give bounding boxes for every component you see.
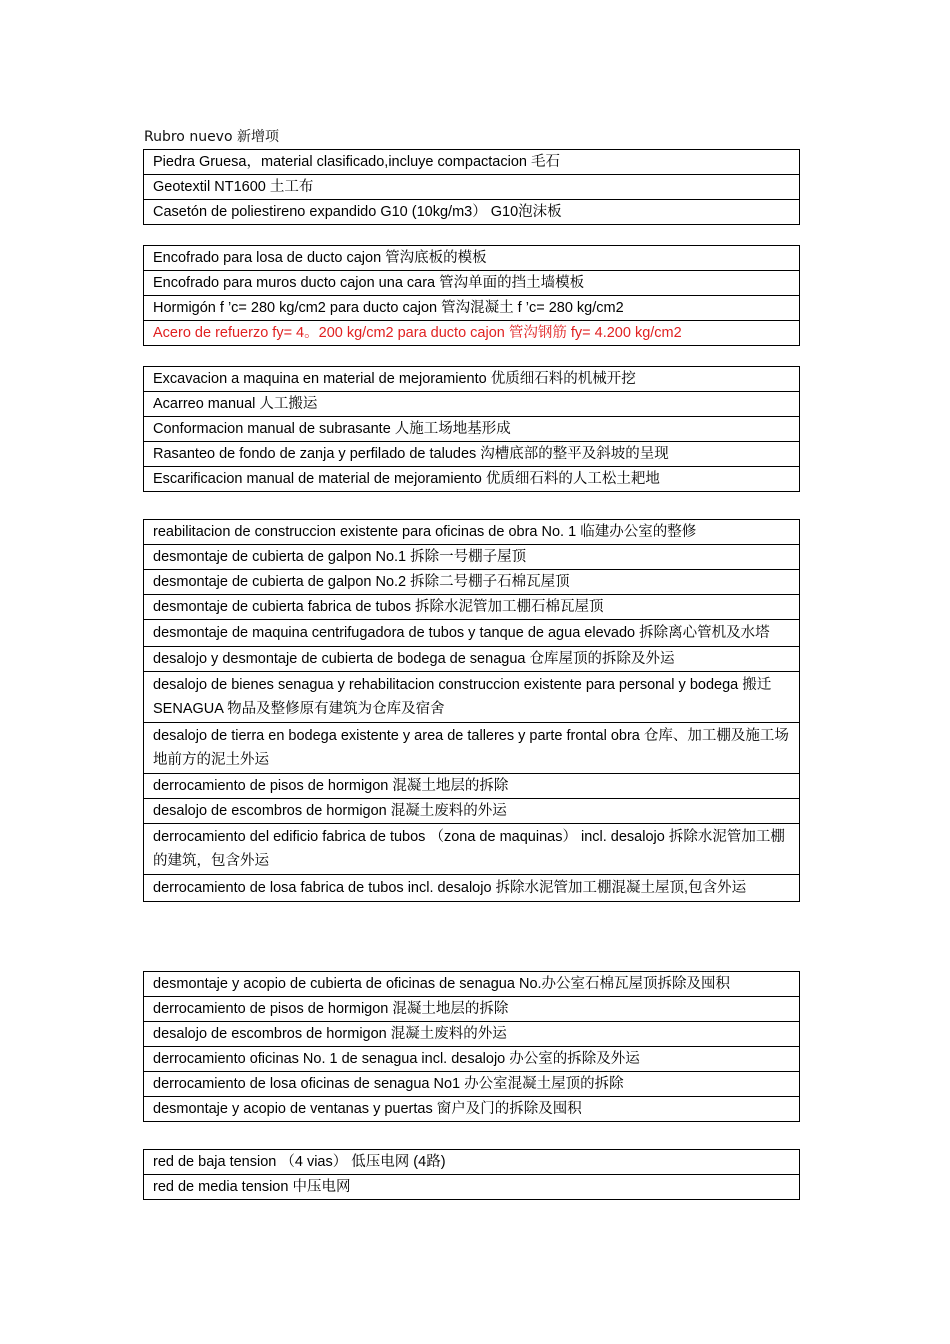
table-row <box>144 1150 800 1175</box>
table-cell: Acarreo manual 人工搬运 <box>144 392 800 417</box>
table-row <box>144 246 800 271</box>
table-cell: derrocamiento de pisos de hormigon 混凝土地层的拆除 <box>144 997 800 1022</box>
table-row <box>144 570 800 595</box>
table-row <box>144 150 800 175</box>
table-cell: derrocamiento del edificio fabrica de tubos （zona de maquinas） incl. desalojo 拆除水泥管加工棚的建筑，包含外运 <box>144 824 800 875</box>
table-cell: Encofrado para losa de ducto cajon 管沟底板的模板 <box>144 246 800 271</box>
table-cell: desalojo de tierra en bodega existente y area de talleres y parte frontal obra 仓库、加工棚及施工场地前方的泥土外运 <box>144 723 800 774</box>
table-cell: derrocamiento de losa oficinas de senagua No1 办公室混凝土屋顶的拆除 <box>144 1072 800 1097</box>
table-cell: Escarificacion manual de material de mejoramiento 优质细石料的人工松土耙地 <box>144 467 800 492</box>
table-row <box>144 723 800 774</box>
table-row <box>144 442 800 467</box>
table-row <box>144 175 800 200</box>
table-row <box>144 774 800 799</box>
section-heading: Rubro nuevo 新增项 <box>144 129 279 145</box>
excavation-table <box>143 366 800 492</box>
table-row-highlighted <box>144 321 800 346</box>
ducto-cajon-table <box>143 245 800 346</box>
table-cell: red de baja tension （4 vias） 低压电网 (4路) <box>144 1150 800 1175</box>
table-cell: desalojo de bienes senagua y rehabilitacion construccion existente para personal y bodega 搬迁 SENAGUA 物品及整修原有建筑为仓库及宿舍 <box>144 672 800 723</box>
table-cell: red de media tension 中压电网 <box>144 1175 800 1200</box>
table-row <box>144 972 800 997</box>
table-row <box>144 647 800 672</box>
table-cell: Piedra Gruesa，material clasificado,incluye compactacion 毛石 <box>144 150 800 175</box>
table-row <box>144 367 800 392</box>
table-row <box>144 392 800 417</box>
table-row <box>144 467 800 492</box>
table-row <box>144 1022 800 1047</box>
table-cell: desmontaje de maquina centrifugadora de tubos y tanque de agua elevado 拆除离心管机及水塔 <box>144 620 800 647</box>
table-row <box>144 799 800 824</box>
table-row <box>144 1047 800 1072</box>
table-cell: Conformacion manual de subrasante 人施工场地基形成 <box>144 417 800 442</box>
table-cell: desalojo de escombros de hormigon 混凝土废料的外运 <box>144 799 800 824</box>
table-row <box>144 875 800 902</box>
table-row <box>144 271 800 296</box>
table-cell: desmontaje de cubierta fabrica de tubos 拆除水泥管加工棚石棉瓦屋顶 <box>144 595 800 620</box>
demolition-table <box>143 519 800 902</box>
table-row <box>144 1175 800 1200</box>
table-row <box>144 520 800 545</box>
materials-table <box>143 149 800 225</box>
table-row <box>144 1097 800 1122</box>
table-row <box>144 997 800 1022</box>
table-row <box>144 1072 800 1097</box>
table-cell: derrocamiento oficinas No. 1 de senagua incl. desalojo 办公室的拆除及外运 <box>144 1047 800 1072</box>
table-cell: Encofrado para muros ducto cajon una cara 管沟单面的挡土墙模板 <box>144 271 800 296</box>
electrical-table <box>143 1149 800 1200</box>
table-cell: Casetón de poliestireno expandido G10 (10kg/m3） G10泡沫板 <box>144 200 800 225</box>
table-cell: desmontaje de cubierta de galpon No.2 拆除二号棚子石棉瓦屋顶 <box>144 570 800 595</box>
table-cell: Geotextil NT1600 土工布 <box>144 175 800 200</box>
table-row <box>144 545 800 570</box>
offices-table <box>143 971 800 1122</box>
table-row <box>144 296 800 321</box>
table-cell: Excavacion a maquina en material de mejoramiento 优质细石料的机械开挖 <box>144 367 800 392</box>
table-row <box>144 417 800 442</box>
table-cell: reabilitacion de construccion existente para oficinas de obra No. 1 临建办公室的整修 <box>144 520 800 545</box>
table-cell: Hormigón f ’c= 280 kg/cm2 para ducto cajon 管沟混凝土 f ’c= 280 kg/cm2 <box>144 296 800 321</box>
table-cell: desmontaje y acopio de ventanas y puertas 窗户及门的拆除及囤积 <box>144 1097 800 1122</box>
table-row <box>144 620 800 647</box>
table-cell: derrocamiento de pisos de hormigon 混凝土地层的拆除 <box>144 774 800 799</box>
table-cell: desalojo de escombros de hormigon 混凝土废料的外运 <box>144 1022 800 1047</box>
table-cell: derrocamiento de losa fabrica de tubos incl. desalojo 拆除水泥管加工棚混凝土屋顶,包含外运 <box>144 875 800 902</box>
table-cell: desalojo y desmontaje de cubierta de bodega de senagua 仓库屋顶的拆除及外运 <box>144 647 800 672</box>
table-row <box>144 672 800 723</box>
table-cell: desmontaje de cubierta de galpon No.1 拆除一号棚子屋顶 <box>144 545 800 570</box>
table-row <box>144 824 800 875</box>
table-cell: Acero de refuerzo fy= 4。200 kg/cm2 para ducto cajon 管沟钢筋 fy= 4.200 kg/cm2 <box>144 321 800 346</box>
table-cell: Rasanteo de fondo de zanja y perfilado de taludes 沟槽底部的整平及斜坡的呈现 <box>144 442 800 467</box>
table-row <box>144 200 800 225</box>
table-row <box>144 595 800 620</box>
table-cell: desmontaje y acopio de cubierta de oficinas de senagua No.办公室石棉瓦屋顶拆除及囤积 <box>144 972 800 997</box>
